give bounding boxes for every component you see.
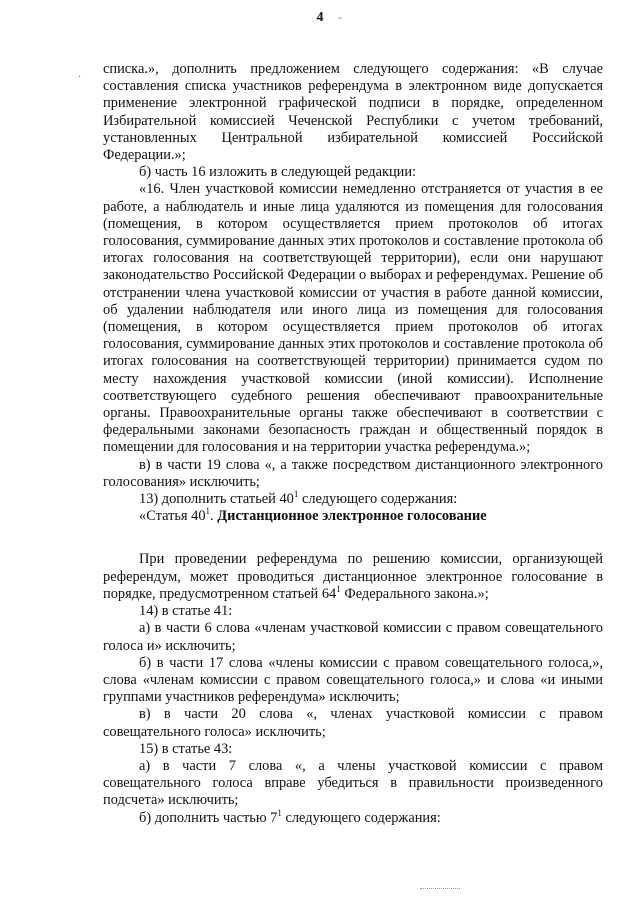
scan-mark: - (338, 10, 342, 24)
paragraph (103, 491, 603, 508)
scan-artifact (420, 888, 460, 889)
paragraph-text: следующего содержания: (281, 809, 441, 826)
paragraph (103, 620, 603, 654)
paragraph (103, 603, 603, 620)
document-body (103, 61, 603, 827)
paragraph-text: в) в части 19 слова «, а также посредством дистанционного электронного голосования» исключить; (103, 456, 603, 490)
paragraph (103, 758, 603, 810)
paragraph (103, 655, 603, 707)
paragraph (103, 457, 603, 491)
paragraph-text: При проведении референдума по решению комиссии, организующей референдум, может проводиться дистанционное электронное голосование в порядке, предусмотренном статьей 64 (103, 551, 603, 602)
paragraph-text: а) в части 7 слова «, а члены участковой комиссии с правом совещательного голоса вправе убедиться в правильности произведенного подсчета» исключить; (103, 757, 603, 809)
paragraph (103, 551, 603, 603)
article-heading (103, 508, 603, 525)
paragraph-text: 13) дополнить статьей 40 (139, 491, 294, 508)
paragraph-text: 14) в статье 41: (139, 603, 233, 620)
paragraph-text: б) часть 16 изложить в следующей редакции: (139, 164, 417, 181)
superscript: 1 (277, 807, 282, 818)
paragraph (103, 706, 603, 740)
superscript: 1 (293, 489, 299, 500)
paragraph-text: следующего содержания: (298, 491, 458, 508)
paragraph-text: а) в части 6 слова «членам участковой комиссии с правом совещательного голоса и» исключить; (103, 620, 603, 654)
page-number: 4 (316, 10, 324, 25)
paragraph (103, 741, 603, 758)
paragraph (103, 807, 603, 827)
article-title: Дистанционное электронное голосование (217, 508, 487, 525)
scan-mark: . (78, 66, 81, 80)
superscript: 1 (205, 506, 211, 517)
paragraph-text: списка.», дополнить предложением следующего содержания: «В случае составления списка участников референдума в электронном виде допускается применение электронной графической подписи в порядке, определенном Избирательной комиссией Чеченской Республики с учетом требований, установленных Центральной избирательной комиссией Российской Федерации.»; (103, 61, 603, 164)
paragraph-text: Федерального закона.»; (340, 585, 489, 602)
paragraph-text: «Статья 40 (139, 508, 206, 525)
paragraph (103, 61, 603, 164)
superscript: 1 (336, 584, 341, 595)
paragraph (103, 164, 603, 181)
paragraph-text: в) в части 20 слова «, членах участковой комиссии с правом совещательного голоса» исключить; (103, 706, 603, 740)
paragraph (103, 181, 603, 456)
paragraph-text: «16. Член участковой комиссии немедленно отстраняется от участия в ее работе, а наблюдатель и иные лица удаляются из помещения для голосования (помещения, в котором осуществляется прием протоколов об итогах голосования, суммирование данных этих протоколов и составление протокола об итогах голосования на соответствующей территории), если они нарушают законодательство Российской Федерации о выборах и референдумах. Решение об отстранении члена участковой комиссии от участия в работе данной комиссии, об удалении наблюдателя или иного лица из помещения для голосования (помещения, в котором осуществляется прием протоколов об итогах голосования, суммирование данных этих протоколов и составление протокола об итогах голосования на соответствующей территории) принимается судом по месту нахождения участковой комиссии (иной комиссии). Исполнение соответствующего судебного решения обеспечивают правоохранительные органы. Правоохранительные органы также обеспечивают в соответствии с федеральными законами безопасность граждан и общественный порядок в помещении для голосования и на территории участка референдума.»; (103, 181, 603, 456)
paragraph-text: б) в части 17 слова «члены комиссии с правом совещательного голоса,», слова «членам комиссии с правом совещательного голоса,» и слова «и иными группами участников референдума» исключить; (103, 654, 603, 706)
paragraph-text: . (210, 508, 218, 525)
paragraph-text: б) дополнить частью 7 (139, 809, 278, 826)
paragraph-text: 15) в статье 43: (139, 740, 233, 757)
